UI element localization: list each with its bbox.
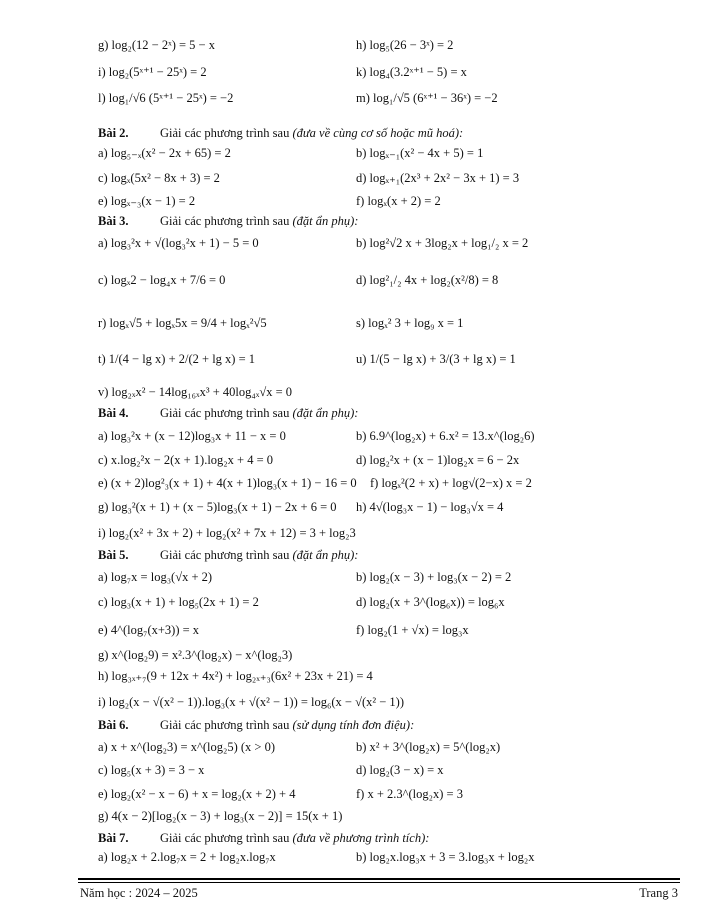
equation-a: a) log₅₋ₓ(x² − 2x + 65) = 2 xyxy=(98,146,231,160)
exercise-row xyxy=(98,760,698,780)
equation-e: e) (x + 2)log²₃(x + 1) + 4(x + 1)log₃(x + 1) − 16 = 0 xyxy=(98,476,357,490)
equation-s: s) logₓ² 3 + log₉ x = 1 xyxy=(356,316,464,330)
section-method-note: (sử dụng tính đơn điệu): xyxy=(292,718,415,732)
equation-d: d) log₂(3 − x) = x xyxy=(356,763,444,777)
section-instruction: Giải các phương trình sau xyxy=(160,214,290,228)
exercise-row xyxy=(98,737,698,757)
section-instruction: Giải các phương trình sau xyxy=(160,548,290,562)
exercise-row xyxy=(98,233,698,253)
equation-u: u) 1/(5 − lg x) + 3/(3 + lg x) = 1 xyxy=(356,352,516,366)
equation-d: d) log₂(x + 3^(log₆x)) = log₆x xyxy=(356,595,505,609)
section-heading-bai-7 xyxy=(98,829,430,847)
section-number: Bài 7. xyxy=(98,831,129,845)
exercise-row xyxy=(98,523,698,543)
equation-f: f) log₂(1 + √x) = log₃x xyxy=(356,623,469,637)
equation-c: c) log₅(x + 3) = 3 − x xyxy=(98,763,205,777)
exercise-row xyxy=(98,143,698,163)
section-method-note: (đặt ẩn phụ): xyxy=(292,406,359,420)
equation-i: i) log₂(x² + 3x + 2) + log₂(x² + 7x + 12) = 3 + log₂3 xyxy=(98,526,356,540)
exercise-row xyxy=(98,270,698,290)
equation-g: g) log₂(12 − 2ˣ) = 5 − x xyxy=(98,38,215,52)
exercise-row xyxy=(98,620,698,640)
exercise-row xyxy=(98,349,698,369)
section-instruction: Giải các phương trình sau xyxy=(160,406,290,420)
section-number: Bài 2. xyxy=(98,126,129,140)
exercise-row xyxy=(98,592,698,612)
equation-g: g) log₃²(x + 1) + (x − 5)log₃(x + 1) − 2x + 6 = 0 xyxy=(98,500,337,514)
exercise-row xyxy=(98,473,698,493)
equation-c: c) logₓ2 − log₄x + 7/6 = 0 xyxy=(98,273,226,287)
equation-g: g) x^(log₂9) = x².3^(log₂x) − x^(log₂3) xyxy=(98,648,293,662)
section-instruction: Giải các phương trình sau xyxy=(160,126,290,140)
equation-r: r) logₓ√5 + logₓ5x = 9/4 + logₓ²√5 xyxy=(98,316,267,330)
exercise-row xyxy=(98,847,698,867)
footer-school-year: Năm học : 2024 – 2025 xyxy=(80,886,198,900)
section-instruction: Giải các phương trình sau xyxy=(160,718,290,732)
equation-h: h) log₃ₓ₊₇(9 + 12x + 4x²) + log₂ₓ₊₃(6x² + 23x + 21) = 4 xyxy=(98,669,373,683)
section-method-note: (đặt ẩn phụ): xyxy=(292,548,359,562)
equation-c: c) x.log₂²x − 2(x + 1).log₂x + 4 = 0 xyxy=(98,453,274,467)
equation-f: f) logₓ²(2 + x) + log√(2−x) x = 2 xyxy=(370,476,532,490)
exercise-row xyxy=(98,35,698,55)
exercise-row xyxy=(98,784,698,804)
section-heading-bai-6 xyxy=(98,716,415,734)
section-number: Bài 3. xyxy=(98,214,129,228)
equation-b: b) log₂x.log₃x + 3 = 3.log₃x + log₂x xyxy=(356,850,535,864)
exercise-row xyxy=(98,497,698,517)
exercise-row xyxy=(98,692,698,712)
equation-d: d) log²₁/₂ 4x + log₂(x²/8) = 8 xyxy=(356,273,499,287)
exercise-row xyxy=(98,806,698,826)
exercise-row xyxy=(98,382,698,402)
section-heading-bai-3 xyxy=(98,212,359,230)
equation-e: e) 4^(log₇(x+3)) = x xyxy=(98,623,200,637)
section-heading-bai-2 xyxy=(98,124,464,142)
equation-a: a) log₇x = log₃(√x + 2) xyxy=(98,570,213,584)
equation-d: d) logₓ₊₁(2x³ + 2x² − 3x + 1) = 3 xyxy=(356,171,520,185)
equation-c: c) log₃(x + 1) + log₅(2x + 1) = 2 xyxy=(98,595,259,609)
section-instruction: Giải các phương trình sau xyxy=(160,831,290,845)
section-number: Bài 6. xyxy=(98,718,129,732)
equation-a: a) log₃²x + √(log₃²x + 1) − 5 = 0 xyxy=(98,236,259,250)
exercise-row xyxy=(98,450,698,470)
exercise-row xyxy=(98,191,698,211)
equation-h: h) log₅(26 − 3ˣ) = 2 xyxy=(356,38,454,52)
section-number: Bài 4. xyxy=(98,406,129,420)
footer-divider xyxy=(78,878,680,880)
section-heading-bai-4 xyxy=(98,404,359,422)
equation-d: d) log₂²x + (x − 1)log₂x = 6 − 2x xyxy=(356,453,520,467)
exercise-row xyxy=(98,426,698,446)
equation-c: c) logₓ(5x² − 8x + 3) = 2 xyxy=(98,171,220,185)
equation-g: g) 4(x − 2)[log₂(x − 3) + log₃(x − 2)] = 15(x + 1) xyxy=(98,809,343,823)
section-method-note: (đặt ẩn phụ): xyxy=(292,214,359,228)
footer-page-number: Trang 3 xyxy=(639,886,678,900)
equation-i: i) log₂(x − √(x² − 1)).log₃(x + √(x² − 1)) = log₆(x − √(x² − 1)) xyxy=(98,695,404,709)
equation-a: a) x + x^(log₂3) = x^(log₂5) (x > 0) xyxy=(98,740,275,754)
section-number: Bài 5. xyxy=(98,548,129,562)
equation-t: t) 1/(4 − lg x) + 2/(2 + lg x) = 1 xyxy=(98,352,256,366)
equation-i: i) log₂(5ˣ⁺¹ − 25ˣ) = 2 xyxy=(98,65,207,79)
equation-k: k) log₄(3.2ˣ⁺¹ − 5) = x xyxy=(356,65,467,79)
equation-b: b) logₓ₋₁(x² − 4x + 5) = 1 xyxy=(356,146,484,160)
equation-b: b) x² + 3^(log₂x) = 5^(log₂x) xyxy=(356,740,501,754)
equation-b: b) log²√2 x + 3log₂x + log₁/₂ x = 2 xyxy=(356,236,529,250)
section-heading-bai-5 xyxy=(98,546,359,564)
section-method-note: (đưa về cùng cơ số hoặc mũ hoá): xyxy=(292,126,464,140)
equation-a: a) log₃²x + (x − 12)log₃x + 11 − x = 0 xyxy=(98,429,286,443)
equation-e: e) log₂(x² − x − 6) + x = log₂(x + 2) + 4 xyxy=(98,787,296,801)
exercise-row xyxy=(98,567,698,587)
footer-divider-thin xyxy=(78,882,680,883)
section-method-note: (đưa về phương trình tích): xyxy=(292,831,430,845)
exercise-row xyxy=(98,666,698,686)
equation-b: b) 6.9^(log₂x) + 6.x² = 13.x^(log₂6) xyxy=(356,429,535,443)
exercise-row xyxy=(98,645,698,665)
equation-l: l) log₁/√6 (5ˣ⁺¹ − 25ˣ) = −2 xyxy=(98,91,234,105)
exercise-row xyxy=(98,313,698,333)
equation-f: f) x + 2.3^(log₂x) = 3 xyxy=(356,787,463,801)
equation-h: h) 4√(log₃x − 1) − log₃√x = 4 xyxy=(356,500,504,514)
equation-b: b) log₂(x − 3) + log₃(x − 2) = 2 xyxy=(356,570,512,584)
equation-a: a) log₂x + 2.log₇x = 2 + log₂x.log₇x xyxy=(98,850,276,864)
equation-e: e) logₓ₋₃(x − 1) = 2 xyxy=(98,194,196,208)
exercise-row xyxy=(98,168,698,188)
equation-v: v) log₂ₓx² − 14log₁₆ₓx³ + 40log₄ₓ√x = 0 xyxy=(98,385,293,399)
equation-m: m) log₁/√5 (6ˣ⁺¹ − 36ˣ) = −2 xyxy=(356,91,498,105)
exercise-row xyxy=(98,62,698,82)
exercise-row xyxy=(98,88,698,108)
equation-f: f) logₓ(x + 2) = 2 xyxy=(356,194,441,208)
